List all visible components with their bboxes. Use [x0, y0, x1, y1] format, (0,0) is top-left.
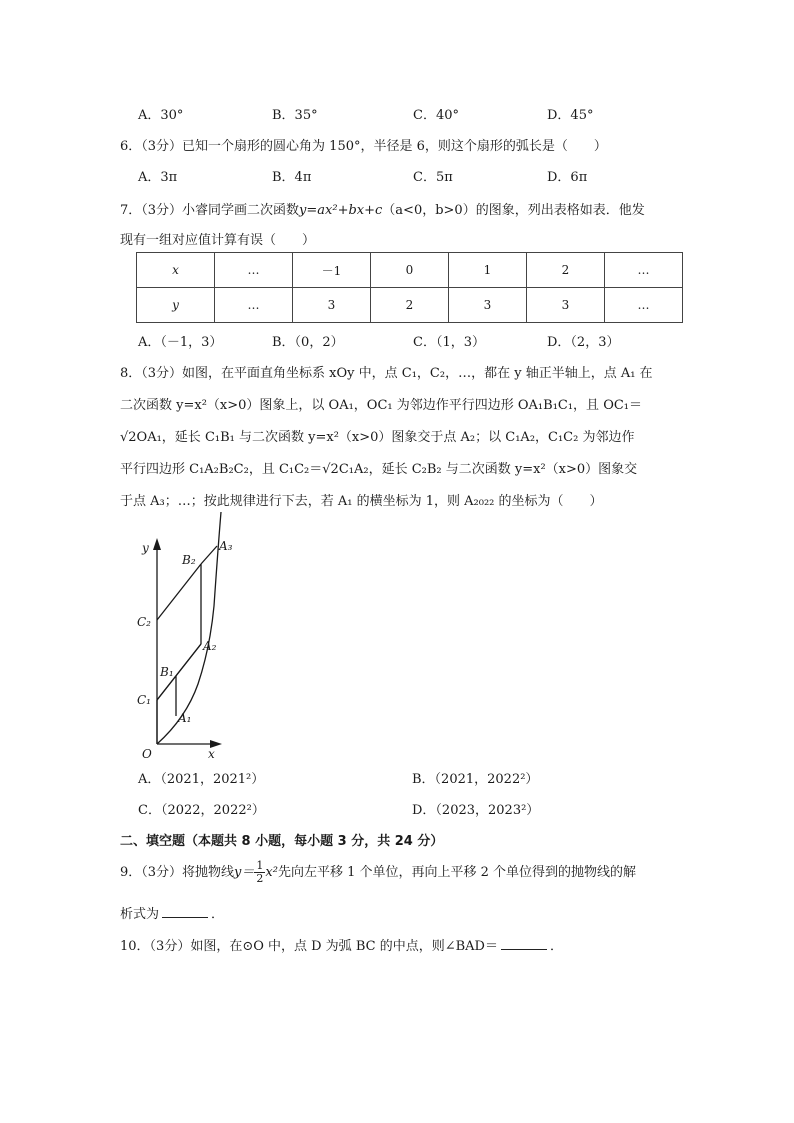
table-cell: 3 — [449, 288, 527, 323]
q8-figure — [128, 508, 238, 764]
q10-stem — [120, 935, 563, 954]
q7-number: 7．（3分）小睿同学画二次函数 — [120, 203, 300, 218]
q10-text: 10．（3分）如图，在⊙O 中，点 D 为弧 BC 的中点，则∠BAD＝ — [120, 939, 498, 954]
q9-stem-rest: 先向左平移 1 个单位，再向上平移 2 个单位得到的抛物线的解 — [277, 865, 637, 880]
q5-option-b: B．35° — [272, 108, 318, 123]
table-cell: 0 — [371, 253, 449, 288]
q9-stem-line2 — [120, 903, 224, 922]
q6-option-b: B．4π — [272, 170, 312, 185]
y-axis-arrow — [153, 538, 161, 550]
q5-option-d: D．45° — [547, 108, 594, 123]
q6-option-a: A．3π — [138, 170, 178, 185]
q8-stem-line1: 8．（3分）如图，在平面直角坐标系 xOy 中，点 C₁，C₂，…，都在 y 轴正半轴上，点 A₁ 在 — [120, 366, 653, 381]
table-cell: 3 — [527, 288, 605, 323]
q8-stem-line5: 于点 A₃；…；按此规律进行下去，若 A₁ 的横坐标为 1，则 A₂₀₂₂ 的坐标为（ ） — [120, 494, 603, 509]
table-cell: －1 — [293, 253, 371, 288]
fraction-denominator: 2 — [256, 872, 264, 885]
q8-option-b: B．（2021，2022²） — [412, 772, 539, 787]
table-cell: 2 — [371, 288, 449, 323]
q6-stem: 6．（3分）已知一个扇形的圆心角为 150°，半径是 6，则这个扇形的弧长是（ ） — [120, 139, 607, 154]
q9-number: 9．（3分）将抛物线 — [120, 865, 235, 880]
table-cell: … — [605, 288, 683, 323]
segment-c2b2 — [157, 564, 201, 620]
q8-option-d: D．（2023，2023²） — [412, 803, 540, 818]
q8-option-a: A．（2021，2021²） — [138, 772, 265, 787]
table-cell: 2 — [527, 253, 605, 288]
point-a2-label: A₂ — [203, 639, 217, 653]
table-cell: … — [215, 253, 293, 288]
parabola-curve — [157, 512, 221, 744]
q7-option-c: C．（1，3） — [413, 335, 485, 350]
q5-option-c: C．40° — [413, 108, 459, 123]
q5-option-a: A．30° — [138, 108, 184, 123]
q9-period: ． — [211, 907, 225, 922]
q9-stem-line1 — [120, 860, 636, 885]
q7-option-b: B．（0，2） — [272, 335, 344, 350]
table-cell: y — [137, 288, 215, 323]
q8-stem-line3: √2OA₁，延长 C₁B₁ 与二次函数 y=x²（x>0）图象交于点 A₂；以 C₁A₂，C₁C₂ 为邻边作 — [120, 430, 635, 445]
point-a3-label: A₃ — [219, 539, 233, 553]
segment-b2a3 — [201, 546, 217, 564]
q10-answer-blank[interactable] — [501, 937, 547, 950]
q8-option-c: C．（2022，2022²） — [138, 803, 265, 818]
q7-value-table — [136, 252, 683, 323]
point-a1-label: A₁ — [178, 711, 192, 725]
q7-condition: （a<0，b>0）的图象，列出表格如表．他发 — [382, 203, 645, 218]
y-axis-label: y — [142, 541, 149, 555]
q8-stem-line2: 二次函数 y=x²（x>0）图象上，以 OA₁，OC₁ 为邻边作平行四边形 OA₁B₁C₁，且 OC₁＝ — [120, 398, 643, 413]
table-cell: … — [215, 288, 293, 323]
table-cell: 3 — [293, 288, 371, 323]
q9-answer-blank[interactable] — [162, 905, 208, 918]
q9-x-squared: x² — [265, 865, 278, 880]
q8-stem-line4: 平行四边形 C₁A₂B₂C₂，且 C₁C₂＝√2C₁A₂，延长 C₂B₂ 与二次函数 y=x²（x>0）图象交 — [120, 462, 638, 477]
table-cell: 1 — [449, 253, 527, 288]
x-axis-label: x — [208, 747, 215, 761]
table-row-x — [137, 253, 683, 288]
q10-period: ． — [549, 939, 563, 954]
q7-option-d: D．（2，3） — [547, 335, 620, 350]
q9-fraction — [254, 860, 265, 885]
q7-stem-line2: 现有一组对应值计算有误（ ） — [120, 233, 316, 248]
table-cell: x — [137, 253, 215, 288]
q6-option-d: D．6π — [547, 170, 588, 185]
q9-line2-text: 析式为 — [120, 907, 160, 922]
point-b2-label: B₂ — [182, 553, 196, 567]
point-b1-label: B₁ — [160, 665, 174, 679]
table-row-y — [137, 288, 683, 323]
point-c2-label: C₂ — [137, 615, 151, 629]
q7-stem-line1 — [120, 199, 645, 218]
section-heading-fill-in: 二、填空题（本题共 8 小题，每小题 3 分，共 24 分） — [120, 834, 444, 849]
q6-option-c: C．5π — [413, 170, 453, 185]
q7-option-a: A．（－1，3） — [138, 335, 223, 350]
q7-function: y=ax²+bx+c — [299, 203, 383, 218]
point-c1-label: C₁ — [137, 693, 151, 707]
origin-label: O — [142, 747, 152, 761]
table-cell: … — [605, 253, 683, 288]
fraction-numerator: 1 — [256, 859, 264, 872]
q9-y-equals: y＝ — [234, 865, 255, 880]
